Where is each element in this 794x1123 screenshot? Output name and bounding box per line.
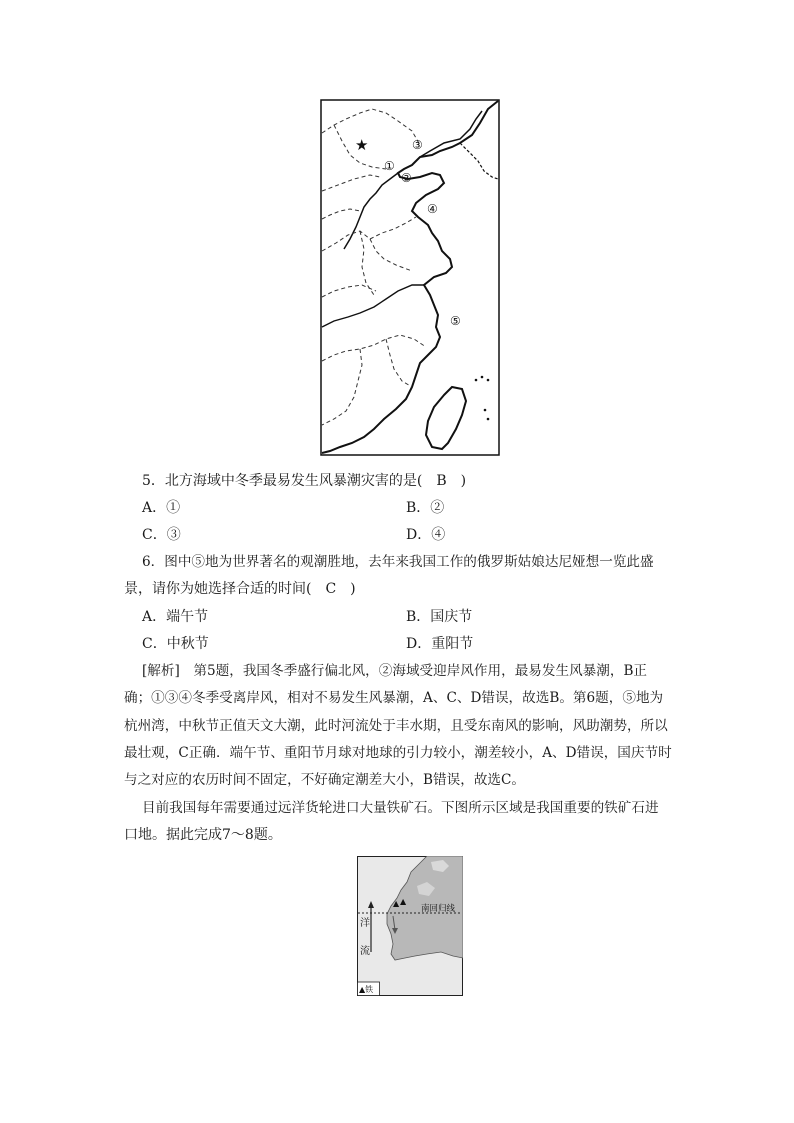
- iron-mine-icon: ▲: [400, 897, 407, 906]
- capital-star-icon: ★: [355, 136, 369, 154]
- q5-option-b: B．②: [406, 500, 445, 516]
- q6-option-d: D．重阳节: [406, 636, 474, 652]
- iron-mine-icon: ▲: [393, 899, 400, 908]
- west-australia-iron-map: [357, 856, 463, 996]
- analysis-line-1: [解析] 第5题，我国冬季盛行偏北风，②海域受迎岸风作用，最易发生风暴潮，B正: [142, 663, 648, 679]
- q5-option-c: C．③: [142, 527, 181, 543]
- marker-5: ⑤: [450, 314, 461, 328]
- question-5-stem: 5．北方海域中冬季最易发生风暴潮灾害的是( B ): [142, 473, 467, 489]
- question-6-stem-line2: 景，请你为她选择合适的时间( C ): [124, 581, 356, 597]
- intro-line-1: 目前我国每年需要通过远洋货轮进口大量铁矿石。下图所示区域是我国重要的铁矿石进: [142, 800, 659, 816]
- analysis-line-3: 杭州湾，中秋节正值天文大潮，此时河流处于丰水期，且受东南风的影响，风助潮势，所以: [124, 718, 668, 734]
- analysis-line-2: 确；①③④冬季受离岸风，相对不易发生风暴潮，A、C、D错误，故选B。第6题，⑤地为: [124, 690, 664, 706]
- marker-4: ④: [427, 202, 438, 216]
- marker-1: ①: [384, 159, 395, 173]
- legend-label: ▲铁: [359, 985, 374, 994]
- marker-3: ③: [412, 138, 423, 152]
- q5-option-a: A．①: [142, 500, 181, 516]
- analysis-line-4: 最壮观，C正确．端午节、重阳节月球对地球的引力较小，潮差较小，A、D错误，国庆节时: [124, 745, 672, 761]
- q5-option-d: D．④: [406, 527, 446, 543]
- analysis-line-5: 与之对应的农历时间不固定，不好确定潮差大小，B错误，故选C。: [124, 772, 526, 788]
- east-china-coast-map: [320, 99, 500, 456]
- tropic-label: 南回归线: [421, 904, 456, 914]
- question-6-stem-line1: 6．图中⑤地为世界著名的观潮胜地，去年来我国工作的俄罗斯姑娘达尼娅想一览此盛: [142, 554, 654, 570]
- intro-line-2: 口地。据此完成7～8题。: [124, 827, 282, 843]
- current-label-1: 洋: [360, 918, 370, 929]
- q6-option-a: A．端午节: [142, 609, 209, 625]
- marker-2: ②: [401, 171, 412, 185]
- q6-option-c: C．中秋节: [142, 636, 209, 652]
- q6-option-b: B．国庆节: [406, 609, 473, 625]
- current-label-2: 流: [360, 946, 370, 957]
